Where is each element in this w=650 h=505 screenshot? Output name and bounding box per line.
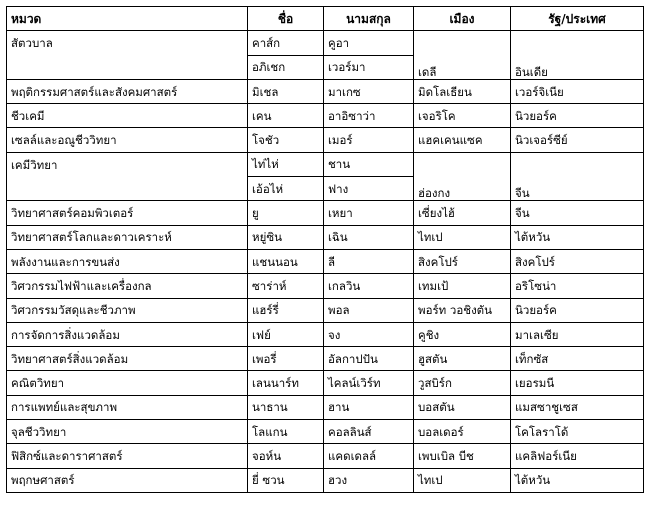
header-row: [7, 7, 644, 31]
cell-state-country: มาเลเซีย: [511, 322, 644, 346]
cell-last-name: พอล: [324, 298, 414, 322]
table-row: [7, 347, 644, 371]
cell-category: วิทยาศาสตร์สิ่งแวดล้อม: [7, 347, 248, 371]
header-city: เมือง: [414, 7, 511, 31]
cell-city: เจอริโค: [414, 104, 511, 128]
table-row: [7, 468, 644, 492]
cell-last-name: คอลลินส์: [324, 420, 414, 444]
table-row: [7, 420, 644, 444]
cell-category: พฤติกรรมศาสตร์และสังคมศาสตร์: [7, 79, 248, 103]
cell-city: สิงคโปร์: [414, 249, 511, 273]
cell-state-country: ไต้หวัน: [511, 225, 644, 249]
cell-first-name: ยู: [248, 201, 324, 225]
cell-category: สัตวบาล: [7, 31, 248, 55]
header-first-name: ชื่อ: [248, 7, 324, 31]
cell-city: ไทเป: [414, 225, 511, 249]
header-state-country: รัฐ/ประเทศ: [511, 7, 644, 31]
cell-city: ไทเป: [414, 468, 511, 492]
cell-city: เทมเป้: [414, 274, 511, 298]
cell-category: การแพทย์และสุขภาพ: [7, 395, 248, 419]
cell-state-country: นิวยอร์ค: [511, 104, 644, 128]
cell-city: บอลเดอร์: [414, 420, 511, 444]
cell-state-country: เยอรมนี: [511, 371, 644, 395]
cell-category: จุลชีววิทยา: [7, 420, 248, 444]
cell-last-name: แคดเดลล์: [324, 444, 414, 468]
cell-first-name: ไท่ไห่: [248, 152, 324, 176]
cell-category: พลังงานและการขนส่ง: [7, 249, 248, 273]
cell-category: เคมีวิทยา: [7, 152, 248, 176]
table-row: [7, 201, 644, 225]
cell-state-country: จีน: [511, 152, 644, 201]
winners-table: [6, 6, 644, 493]
cell-state-country: แมสซาชูเซส: [511, 395, 644, 419]
table-row: [7, 104, 644, 128]
cell-state-country: สิงคโปร์: [511, 249, 644, 273]
cell-first-name: โจชัว: [248, 128, 324, 152]
cell-first-name: เคน: [248, 104, 324, 128]
cell-first-name: เอ้อไห่: [248, 177, 324, 201]
cell-category: ฟิสิกซ์และดาราศาสตร์: [7, 444, 248, 468]
cell-category: คณิตวิทยา: [7, 371, 248, 395]
cell-first-name: นาธาน: [248, 395, 324, 419]
header-category: หมวด: [7, 7, 248, 31]
cell-city: ฮ่องกง: [414, 152, 511, 201]
cell-city: มิดโลเธียน: [414, 79, 511, 103]
cell-city: พอร์ท วอชิงตัน: [414, 298, 511, 322]
cell-last-name: อัลกาปปัน: [324, 347, 414, 371]
cell-last-name: คูอา: [324, 31, 414, 55]
cell-city: คูชิง: [414, 322, 511, 346]
cell-last-name: เวอร์มา: [324, 55, 414, 79]
cell-city: วูสบิร์ก: [414, 371, 511, 395]
cell-last-name: เหยา: [324, 201, 414, 225]
cell-first-name: แฮร์รี่: [248, 298, 324, 322]
cell-category: วิทยาศาสตร์โลกและดาวเคราะห์: [7, 225, 248, 249]
cell-state-country: อินเดีย: [511, 31, 644, 80]
table-row: [7, 444, 644, 468]
table-row: [7, 274, 644, 298]
cell-state-country: ไต้หวัน: [511, 468, 644, 492]
cell-first-name: อภิเชก: [248, 55, 324, 79]
cell-last-name: ไคลน์เวิร์ท: [324, 371, 414, 395]
table-row: [7, 322, 644, 346]
cell-last-name: มาเกซ: [324, 79, 414, 103]
cell-category: เซลล์และอณูชีววิทยา: [7, 128, 248, 152]
table-row: [7, 371, 644, 395]
table-row: [7, 152, 644, 176]
cell-category: ชีวเคมี: [7, 104, 248, 128]
cell-first-name: จอห์น: [248, 444, 324, 468]
cell-first-name: เฟย์: [248, 322, 324, 346]
cell-state-country: นิวเจอร์ซีย์: [511, 128, 644, 152]
cell-last-name: เฉิน: [324, 225, 414, 249]
cell-last-name: เกลวิน: [324, 274, 414, 298]
cell-category: การจัดการสิ่งแวดล้อม: [7, 322, 248, 346]
header-last-name: นามสกุล: [324, 7, 414, 31]
table-row: [7, 79, 644, 103]
cell-first-name: ยี่ ซวน: [248, 468, 324, 492]
cell-first-name: คาส์ก: [248, 31, 324, 55]
cell-first-name: เพอรี่: [248, 347, 324, 371]
cell-first-name: แชนนอน: [248, 249, 324, 273]
cell-city: ฮูสตัน: [414, 347, 511, 371]
cell-first-name: มิเชล: [248, 79, 324, 103]
cell-state-country: จีน: [511, 201, 644, 225]
cell-category: พฤกษศาสตร์: [7, 468, 248, 492]
cell-state-country: เวอร์จิเนีย: [511, 79, 644, 103]
cell-state-country: เท็กซัส: [511, 347, 644, 371]
cell-city: บอสตัน: [414, 395, 511, 419]
cell-category: วิทยาศาสตร์คอมพิวเตอร์: [7, 201, 248, 225]
cell-category: [7, 177, 248, 201]
table-row: [7, 395, 644, 419]
cell-last-name: ฮาน: [324, 395, 414, 419]
cell-category: วิศวกรรมวัสดุและชีวภาพ: [7, 298, 248, 322]
table-row: [7, 298, 644, 322]
cell-first-name: เลนนาร์ท: [248, 371, 324, 395]
cell-first-name: หยู่ซิน: [248, 225, 324, 249]
cell-first-name: โลแกน: [248, 420, 324, 444]
cell-last-name: อาอิซาว่า: [324, 104, 414, 128]
cell-city: แฮคเคนแซค: [414, 128, 511, 152]
cell-last-name: ฟาง: [324, 177, 414, 201]
table-row: [7, 128, 644, 152]
table-row: [7, 249, 644, 273]
cell-category: [7, 55, 248, 79]
cell-city: เพบเบิล บีช: [414, 444, 511, 468]
cell-last-name: จง: [324, 322, 414, 346]
cell-state-country: นิวยอร์ค: [511, 298, 644, 322]
cell-last-name: ลี: [324, 249, 414, 273]
cell-state-country: อริโซน่า: [511, 274, 644, 298]
cell-category: วิศวกรรมไฟฟ้าและเครื่องกล: [7, 274, 248, 298]
cell-city: เดลี: [414, 31, 511, 80]
table-row: [7, 225, 644, 249]
cell-first-name: ซาร่าห์: [248, 274, 324, 298]
cell-city: เซี่ยงไฮ้: [414, 201, 511, 225]
cell-last-name: ฮวง: [324, 468, 414, 492]
cell-state-country: แคลิฟอร์เนีย: [511, 444, 644, 468]
cell-state-country: โคโลราโด้: [511, 420, 644, 444]
table-row: [7, 31, 644, 55]
cell-last-name: ชาน: [324, 152, 414, 176]
cell-last-name: เมอร์: [324, 128, 414, 152]
